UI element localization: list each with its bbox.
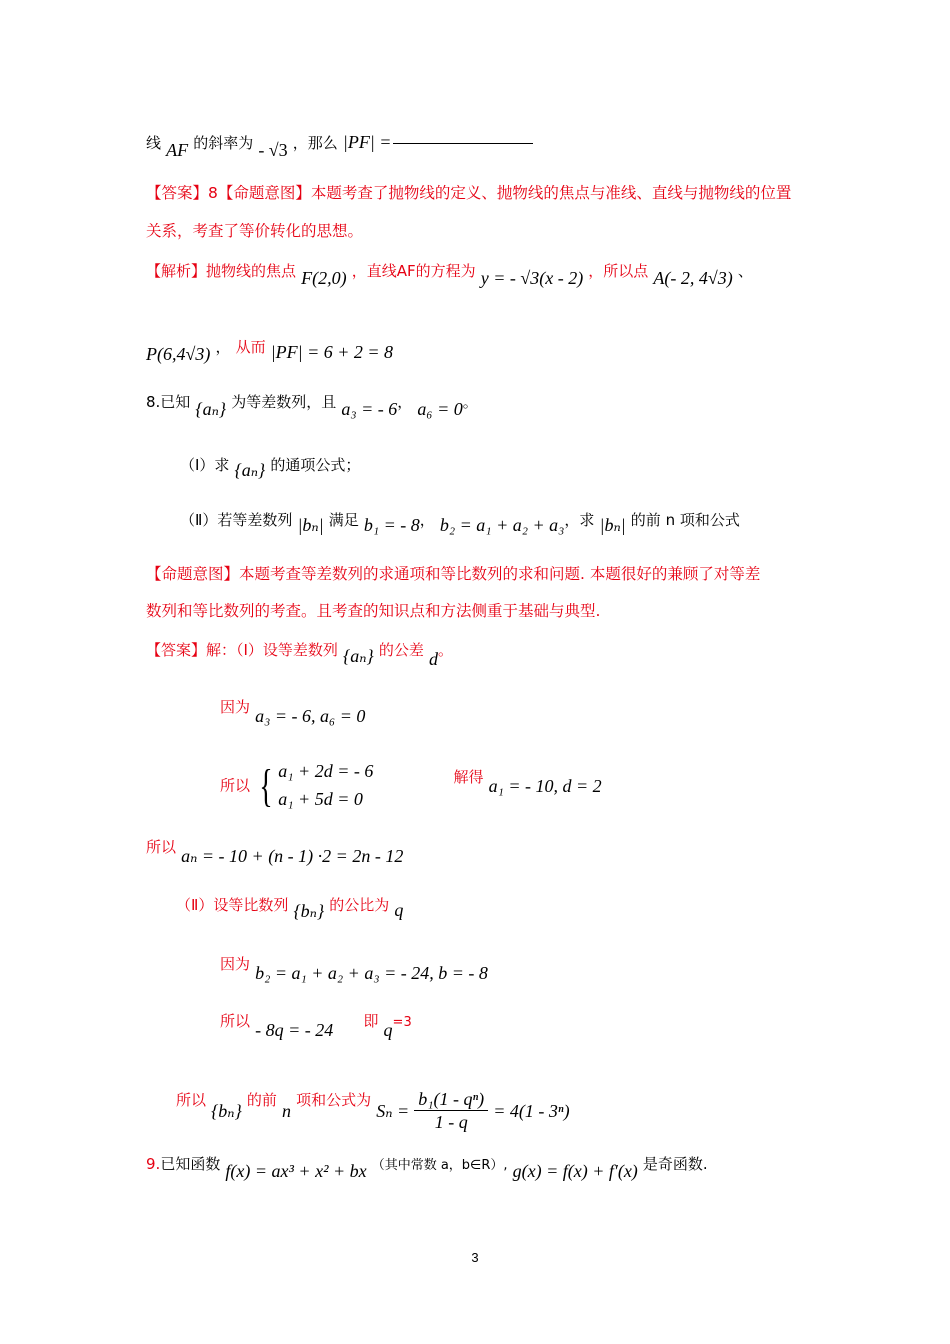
math-bn: {bₙ} [211, 1100, 242, 1121]
math-b2: b₂ = a₁ + a₂ + a₃ [439, 515, 565, 535]
text: ， [419, 511, 435, 529]
line-1 [146, 132, 533, 160]
equation: a₁ + 5d = 0 [278, 788, 363, 809]
text: ， [215, 338, 231, 356]
text: 9. [146, 1155, 161, 1173]
math-af: AF [166, 140, 189, 160]
math-b2: b₂ = a₁ + a₂ + a₃ = - 24, b = - 8 [255, 963, 488, 983]
text: 关系，考查了等价转化的思想。 [146, 222, 364, 240]
math-sn: Sₙ = [376, 1100, 410, 1121]
text: 解得 [453, 768, 484, 787]
math-bn: |bₙ| [297, 515, 324, 535]
math-q: q [383, 1020, 393, 1040]
text: 。 [437, 641, 453, 659]
text: 满足 [328, 511, 359, 529]
math-slope: - √3 [258, 140, 288, 160]
equation-system [278, 758, 373, 814]
question-9 [146, 1154, 708, 1181]
math-seq: {aₙ} [343, 646, 374, 666]
math-q: q [394, 900, 404, 920]
math-sum-value: = 4(1 - 3ⁿ) [493, 1100, 570, 1121]
text: 即 [363, 1012, 379, 1030]
text: 的公比为 [329, 896, 390, 914]
text: ， [397, 393, 413, 411]
text: ，求 [564, 511, 595, 529]
math-pf-value: |PF| = 6 + 2 = 8 [270, 342, 394, 362]
math-seq: {aₙ} [195, 399, 227, 419]
question-8-part-2 [180, 510, 740, 535]
fraction [414, 1090, 488, 1131]
text: 为等差数列，且 [231, 393, 337, 411]
text: （其中常数 a，b∈R）, [371, 1158, 508, 1173]
intent-line-1 [146, 567, 760, 583]
math-bn: {bₙ} [293, 901, 325, 921]
text: 所以 [146, 838, 177, 856]
text: 所以 [220, 1012, 251, 1030]
text: 项和公式为 [296, 1091, 372, 1109]
text: 是奇函数. [642, 1155, 708, 1173]
math-line-eq: y = - √3(x - 2) [480, 268, 584, 288]
analysis-line-2 [146, 337, 394, 364]
sum-line [176, 1080, 570, 1132]
text: AF [396, 262, 416, 280]
text: 8.已知 [146, 393, 191, 411]
text: =3 [392, 1015, 412, 1030]
math-n: n [282, 1100, 292, 1121]
brace-icon: { [259, 759, 273, 811]
text: 所以 [176, 1091, 207, 1109]
math-a3: a₃ = - 6 [341, 399, 398, 419]
text: 从而 [235, 338, 266, 356]
math-seq: {aₙ} [234, 460, 266, 480]
math-point-a: A(- 2, 4√3) [653, 268, 733, 288]
text: （Ⅱ）设等比数列 [176, 896, 289, 914]
text: 【答案】解：（Ⅰ）设等差数列 [146, 641, 338, 659]
math-point-p: P(6,4√3) [146, 344, 211, 364]
math-a6: a₆ = 0 [417, 399, 463, 419]
text: 【命题意图】本题考查等差数列的求通项和等比数列的求和问题. 本题很好的兼顾了对等差 [146, 565, 761, 583]
math-pf: |PF| = [342, 132, 392, 152]
fraction-numerator: b₁(1 - qⁿ) [414, 1090, 488, 1111]
intent-line-2 [146, 604, 600, 620]
text: 数列和等比数列的考查。且考查的知识点和方法侧重于基础与典型. [146, 602, 601, 620]
ratio-line [220, 1011, 412, 1040]
text: 所以 [220, 776, 251, 795]
part-2-header [176, 895, 404, 921]
general-term-line [146, 837, 404, 866]
text: 因为 [220, 698, 251, 716]
because-line-2 [220, 954, 488, 983]
text: ，直线 [351, 262, 397, 280]
text: 【解析】抛物线的焦点 [146, 262, 297, 280]
question-8 [146, 392, 478, 419]
fraction-denominator: 1 - q [434, 1112, 468, 1132]
text: ，所以点 [588, 262, 649, 280]
answer-blank [393, 143, 533, 144]
system-line [220, 758, 602, 814]
text: 的公差 [378, 641, 424, 659]
text: 已知函数 [160, 1155, 221, 1173]
text: 。 [462, 393, 478, 411]
page-number: 3 [471, 1250, 479, 1265]
solution-header [146, 640, 453, 669]
math-given: a₃ = - 6, a₆ = 0 [255, 706, 366, 726]
math-eq: - 8q = - 24 [255, 1020, 334, 1040]
text: 的前 [246, 1091, 277, 1109]
math-d: d [428, 649, 438, 669]
math-solution: a₁ = - 10, d = 2 [488, 775, 602, 796]
text: 【答案】8【命题意图】本题考查了抛物线的定义、抛物线的焦点与准线、直线与抛物线的位置 [146, 184, 792, 202]
equation: a₁ + 2d = - 6 [278, 761, 374, 781]
text: 的前 n 项和公式 [630, 511, 740, 529]
analysis-line [146, 261, 753, 288]
text: 因为 [220, 955, 251, 973]
text: （Ⅱ）若等差数列 [180, 511, 293, 529]
math-g: g(x) = f(x) + f′(x) [512, 1161, 638, 1181]
because-line [220, 697, 366, 726]
math-focus: F(2,0) [301, 268, 347, 288]
text: 线 [146, 134, 162, 152]
text: 的通项公式； [270, 456, 361, 474]
math-f: f(x) = ax³ + x² + bx [225, 1161, 367, 1181]
text: ，那么 [292, 134, 338, 152]
text: 、 [737, 262, 753, 280]
math-b1: b₁ = - 8 [363, 515, 420, 535]
answer-line-2 [146, 224, 363, 240]
answer-heading [146, 186, 791, 202]
text: 的方程为 [415, 262, 476, 280]
math-general-term: aₙ = - 10 + (n - 1) ·2 = 2n - 12 [181, 846, 404, 866]
text: （Ⅰ）求 [180, 456, 230, 474]
question-8-part-1 [180, 455, 361, 480]
text: 的斜率为 [193, 134, 254, 152]
math-bn: |bₙ| [599, 515, 626, 535]
